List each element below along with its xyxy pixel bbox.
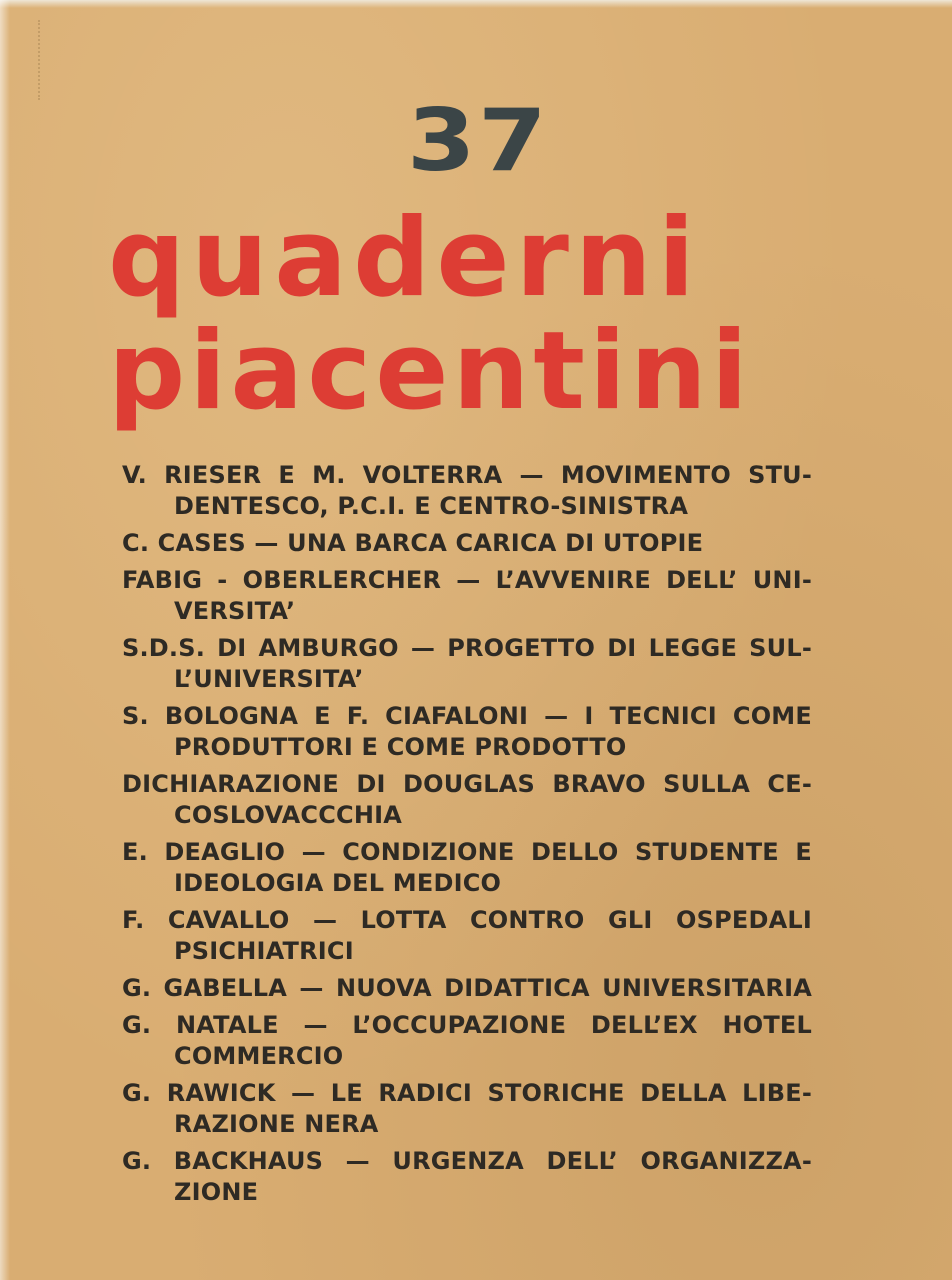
contents-entry-line: S.D.S. DI AMBURGO — PROGETTO DI LEGGE SUL-	[122, 634, 812, 662]
contents-entry-continuation: L’UNIVERSITA’	[174, 665, 364, 693]
contents-entry-line: G. GABELLA — NUOVA DIDATTICA UNIVERSITARIA	[122, 974, 812, 1002]
paper-edge-top	[0, 0, 952, 8]
contents-entry-continuation: COSLOVACCCHIA	[174, 801, 403, 829]
contents-entry-line: C. CASES — UNA BARCA CARICA DI UTOPIE	[122, 529, 704, 557]
contents-entry-continuation: PSICHIATRICI	[174, 937, 354, 965]
contents-entry	[122, 701, 812, 763]
contents-entry	[122, 769, 812, 831]
contents-entry-line: G. NATALE — L’OCCUPAZIONE DELL’EX HOTEL	[122, 1011, 812, 1039]
contents-entry-continuation: ZIONE	[174, 1178, 259, 1206]
paper-edge-left	[0, 0, 10, 1280]
contents-entry	[122, 528, 812, 559]
issue-number: 37	[406, 91, 550, 191]
contents-entry-continuation: PRODUTTORI E COME PRODOTTO	[174, 733, 627, 761]
title-line-1: quaderni	[108, 196, 701, 321]
contents-entry	[122, 1010, 812, 1072]
contents-entry	[122, 837, 812, 899]
contents-entry-continuation: COMMERCIO	[174, 1042, 344, 1070]
contents-entry-line: G. BACKHAUS — URGENZA DELL’ ORGANIZZA-	[122, 1147, 812, 1175]
contents-entry-line: FABIG - OBERLERCHER — L’AVVENIRE DELL’ UNI-	[122, 566, 812, 594]
contents-entry-line: V. RIESER E M. VOLTERRA — MOVIMENTO STU-	[122, 461, 812, 489]
contents-entry	[122, 973, 812, 1004]
contents-entry-line: DICHIARAZIONE DI DOUGLAS BRAVO SULLA CE-	[122, 770, 812, 798]
contents-entry	[122, 633, 812, 695]
contents-entry	[122, 460, 812, 522]
contents-entry-continuation: DENTESCO, P.C.I. E CENTRO-SINISTRA	[174, 492, 689, 520]
contents-entry-continuation: VERSITA’	[174, 597, 296, 625]
contents-entry-continuation: RAZIONE NERA	[174, 1110, 379, 1138]
contents-entry-line: F. CAVALLO — LOTTA CONTRO GLI OSPEDALI	[122, 906, 812, 934]
contents-entry	[122, 1078, 812, 1140]
contents-entry-continuation: IDEOLOGIA DEL MEDICO	[174, 869, 502, 897]
contents-entry-line: G. RAWICK — LE RADICI STORICHE DELLA LIBE-	[122, 1079, 812, 1107]
spine-marks	[38, 20, 54, 100]
contents-entry	[122, 565, 812, 627]
title-line-2: piacentini	[108, 309, 752, 434]
contents-entry-line: S. BOLOGNA E F. CIAFALONI — I TECNICI COME	[122, 702, 812, 730]
contents-entry	[122, 905, 812, 967]
contents-entry-line: E. DEAGLIO — CONDIZIONE DELLO STUDENTE E	[122, 838, 812, 866]
contents-entry	[122, 1146, 812, 1208]
table-of-contents	[122, 460, 812, 1214]
